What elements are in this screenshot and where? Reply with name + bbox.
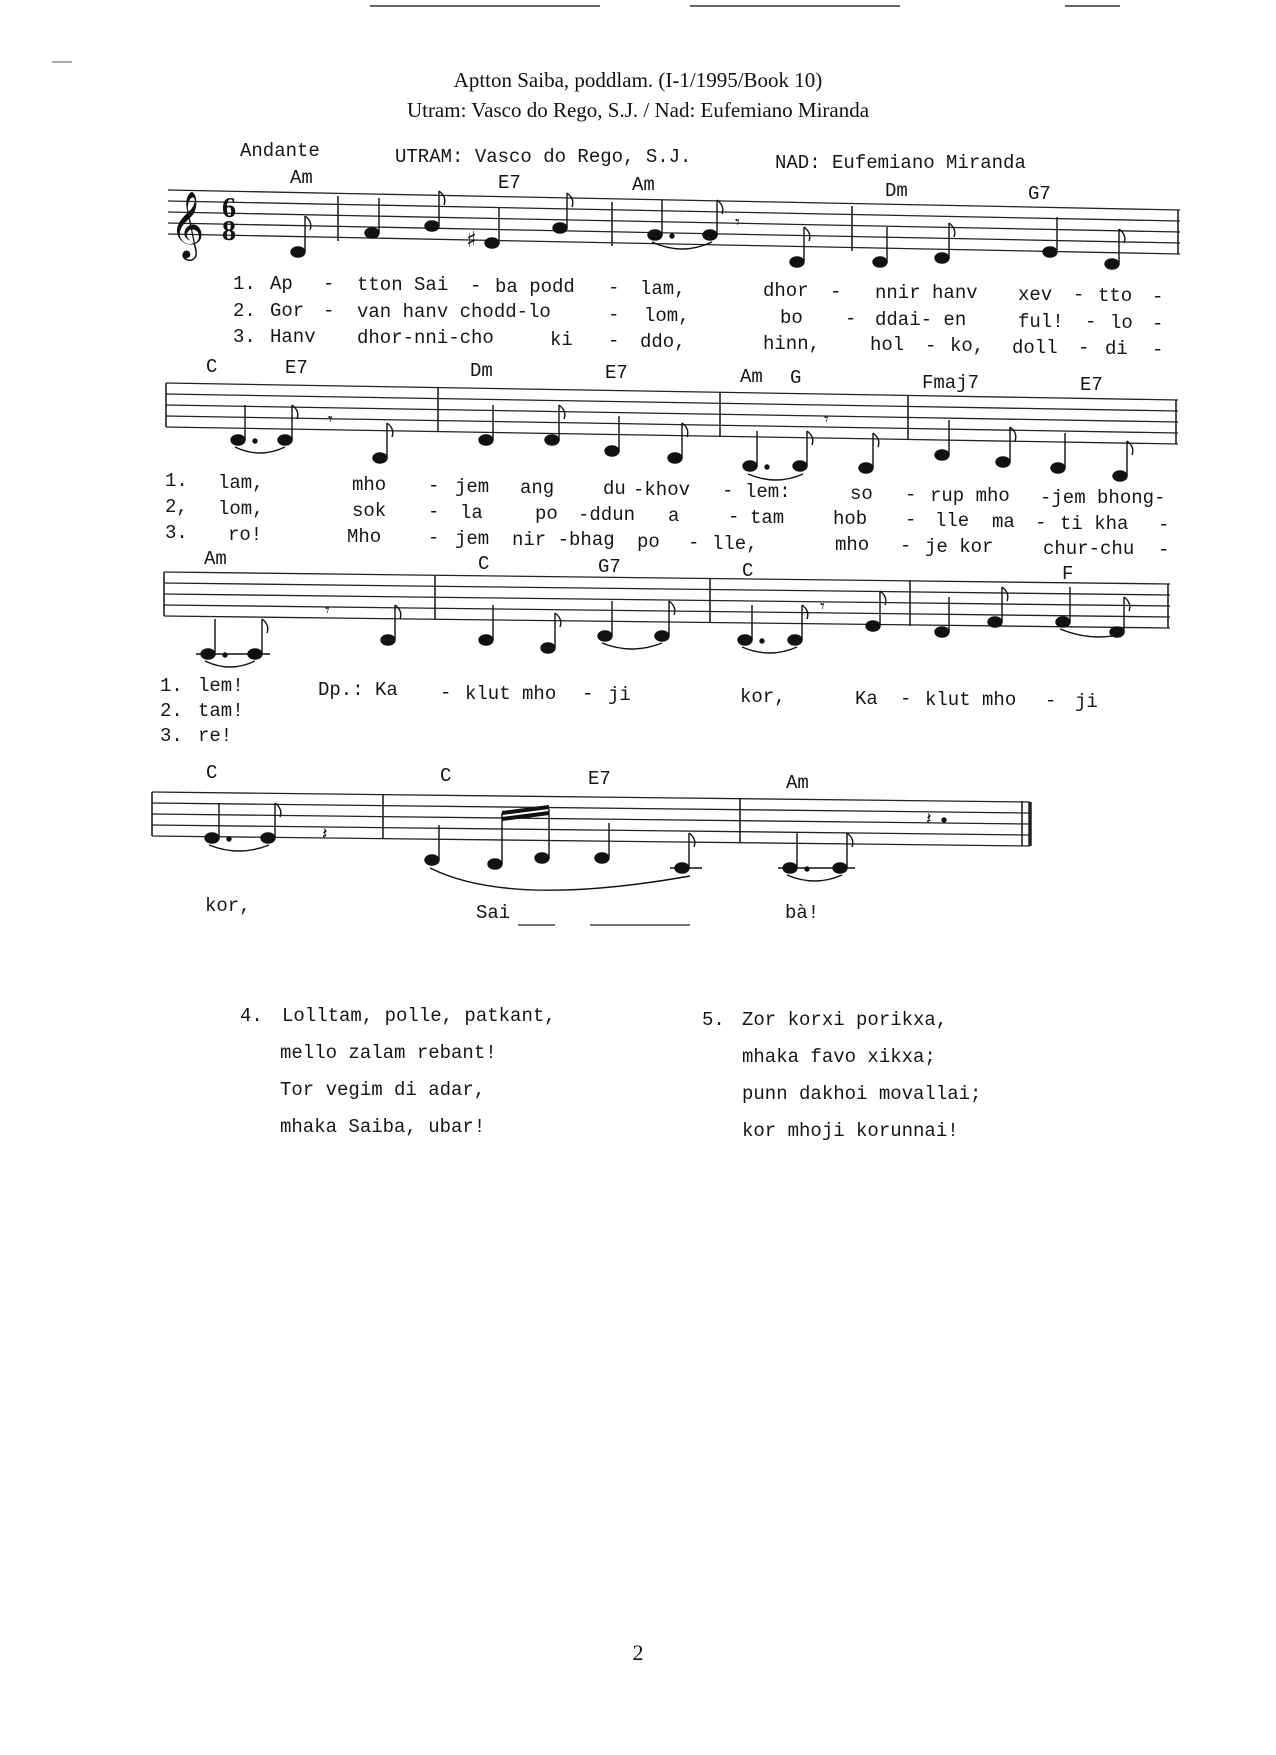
lyric-hyphen: - [323,273,335,295]
lyric-hyphen: - [1073,284,1085,306]
lyric-hyphen: - [470,275,482,297]
lyric-syllable: hob [833,508,868,530]
time-signature-numerator: 6 [222,193,236,224]
lyric-syllable: je kor [925,536,994,558]
chord-symbol: Am [740,366,763,388]
chord-symbol: E7 [285,357,308,379]
chord-symbol: C [206,356,218,378]
chord-symbol: E7 [588,768,611,790]
lyric-syllable: tam! [198,700,244,722]
chord-symbol: Am [786,772,809,794]
lyric-syllable: lom, [644,305,690,327]
lyric-syllable: tton Sai [357,274,449,296]
chord-symbol: Am [290,167,313,189]
stanza-line: mello zalam rebant! [280,1042,497,1064]
chord-symbol: G7 [598,556,621,578]
lyric-syllable: lam, [640,278,686,300]
stanza-line: Lolltam, polle, patkant, [282,1005,556,1027]
time-signature-denominator: 8 [222,216,236,247]
lyric-hyphen: - [688,532,700,554]
lyric-syllable: mho [835,534,870,556]
lyric-syllable: Sai [476,902,511,924]
chord-symbol: G7 [1028,183,1051,205]
quarter-rest-icon: 𝄽 [322,824,328,845]
eighth-rest-icon: 𝄾 [824,409,829,430]
song-credits: Utram: Vasco do Rego, S.J. / Nad: Eufemiano Miranda [406,98,870,122]
lyric-syllable: lem: [745,481,791,503]
lyric-syllable: ro! [228,524,263,546]
tempo-marking: Andante [240,140,320,162]
lyric-hyphen: - [830,281,842,303]
dotted-rest-icon: 𝄽 [926,809,932,830]
lyric-syllable: Ka [855,688,878,710]
lyric-hyphen: - [905,484,917,506]
chord-symbol: Dm [885,180,908,202]
lyric-hyphen: - [1152,339,1164,361]
stanza-number: 5. [702,1009,725,1031]
lyric-syllable: ji [608,684,631,706]
lyric-syllable: sok [352,500,387,522]
lyric-syllable: ddo, [640,331,686,353]
verse-number: 1. [233,273,256,295]
lyric-syllable: tto [1098,285,1133,307]
stanza-line: Zor korxi porikxa, [742,1009,948,1031]
lyric-hyphen: - [608,330,620,352]
lyric-syllable: lle, [712,533,758,555]
lyric-syllable: re! [198,725,233,747]
chord-symbol: C [742,560,754,582]
lyric-syllable: ko, [950,335,985,357]
lyric-syllable: ddai- en [875,309,967,331]
lyric-syllable: a [668,505,680,527]
lyric-syllable: kor, [205,895,251,917]
lyric-syllable: dhor-nni-cho [357,327,494,349]
lyric-syllable: po [535,503,558,525]
chord-symbol: E7 [1080,374,1103,396]
lyric-syllable: ful! [1018,311,1064,333]
lyric-hyphen: - [900,688,912,710]
lyric-hyphen: - [900,535,912,557]
chord-symbol: Dm [470,360,493,382]
lyric-syllable: klut mho [465,683,557,705]
chord-symbol: Fmaj7 [922,372,980,394]
lyric-syllable: Ap [270,273,293,295]
lyric-hyphen: - [428,527,440,549]
lyric-syllable: van hanv chodd-lo [357,301,551,323]
lyric-syllable: lem! [198,675,244,697]
lyric-hyphen: - [1152,286,1164,308]
lyric-syllable: -ddun [578,504,636,526]
stanza-line: kor mhoji korunnai! [742,1120,959,1142]
lyric-hyphen: - [428,501,440,523]
verse-number: 3. [165,522,188,544]
lyric-syllable: ma [992,511,1015,533]
lyric-syllable: doll [1012,337,1058,359]
lyric-hyphen: - [608,304,620,326]
eighth-rest-icon: 𝄾 [820,596,825,617]
lyric-hyphen: - [1152,313,1164,335]
lyric-syllable: jem [455,528,490,550]
lyric-syllable: xev [1018,284,1053,306]
lyric-hyphen: - [925,335,937,357]
chord-symbol: Am [632,174,655,196]
stanza-line: Tor vegim di adar, [280,1079,486,1101]
lyric-syllable: jem [455,476,490,498]
chord-symbol: E7 [498,172,521,194]
lyric-syllable: lam, [218,472,264,494]
stanza-line: punn dakhoi movallai; [742,1083,982,1105]
lyric-syllable: lom, [218,498,264,520]
lyric-hyphen: - [728,506,740,528]
chord-symbol: C [478,553,490,575]
lyric-syllable: du [603,478,626,500]
eighth-rest-icon: 𝄾 [325,600,330,621]
lyric-hyphen: - [1158,514,1170,536]
lyric-syllable: Hanv [270,326,316,348]
lyric-syllable: lle [935,510,970,532]
chord-symbol: F [1062,563,1074,585]
verse-number: 3. [160,725,183,747]
chord-symbol: E7 [605,362,628,384]
lyric-hyphen: - [845,308,857,330]
lyric-syllable: hol [870,334,905,356]
lyric-syllable: ji [1075,691,1098,713]
page-number: 2 [632,1640,644,1665]
lyric-syllable: ki [550,329,573,351]
lyric-syllable: Gor [270,300,305,322]
lyric-hyphen: - [440,682,452,704]
lyric-syllable: ang [520,477,555,499]
chord-symbol: C [206,762,218,784]
lyric-hyphen: - [1078,337,1090,359]
lyric-syllable: la [460,502,483,524]
treble-clef-icon: 𝄞 [170,190,205,258]
lyric-syllable: chur-chu [1043,538,1135,560]
song-title: Aptton Saiba, poddlam. (I-1/1995/Book 10) [453,68,823,92]
chord-symbol: G [790,367,802,389]
lyric-syllable: dhor [763,280,809,302]
lyric-syllable: ba podd [495,276,575,298]
lyric-syllable: tam [750,507,785,529]
lyric-syllable: -jem bhong- [1040,487,1166,509]
lyric-syllable: ti kha [1060,513,1129,535]
lyric-syllable: nnir hanv [875,282,978,304]
lyric-syllable: bo [780,307,803,329]
lyric-syllable: nir -bhag [512,529,615,551]
lyric-syllable: klut mho [925,689,1017,711]
eighth-rest-icon: 𝄾 [328,409,333,430]
lyric-syllable: po [637,531,660,553]
stanza-line: mhaka favo xikxa; [742,1046,936,1068]
lyric-hyphen: - [428,475,440,497]
verse-number: 2. [233,300,256,322]
lyric-hyphen: - [608,277,620,299]
lyric-hyphen: - [1085,311,1097,333]
lyric-syllable: hinn, [763,333,821,355]
verse-number: 1. [165,470,188,492]
stanza-number: 4. [240,1005,263,1027]
verse-number: 1. [160,675,183,697]
lyric-syllable: di [1105,338,1128,360]
lyric-syllable: bà! [785,902,820,924]
sharp-icon: ♯ [466,228,477,253]
lyric-hyphen: - [1045,690,1057,712]
lyric-hyphen: - [905,509,917,531]
lyric-syllable: lo [1110,312,1133,334]
eighth-rest-icon: 𝄾 [735,212,740,233]
composer-credit: NAD: Eufemiano Miranda [775,152,1026,174]
verse-number: 3. [233,326,256,348]
lyric-hyphen: - [323,300,335,322]
verse-number: 2, [165,496,188,518]
verse-number: 2. [160,700,183,722]
lyric-hyphen: - [582,683,594,705]
stanza-line: mhaka Saiba, ubar! [280,1116,486,1138]
chord-symbol: Am [204,548,227,570]
lyric-syllable: -khov [633,479,691,501]
lyric-hyphen: - [1158,539,1170,561]
lyric-syllable: Dp.: Ka [318,679,398,701]
lyric-hyphen: - [722,480,734,502]
chord-symbol: C [440,765,452,787]
lyric-syllable: rup mho [930,485,1010,507]
lyricist-credit: UTRAM: Vasco do Rego, S.J. [395,146,692,168]
lyric-hyphen: - [1035,512,1047,534]
lyric-syllable: kor, [740,686,786,708]
lyric-syllable: mho [352,474,387,496]
lyric-syllable: Mho [347,526,382,548]
lyric-syllable: so [850,483,873,505]
